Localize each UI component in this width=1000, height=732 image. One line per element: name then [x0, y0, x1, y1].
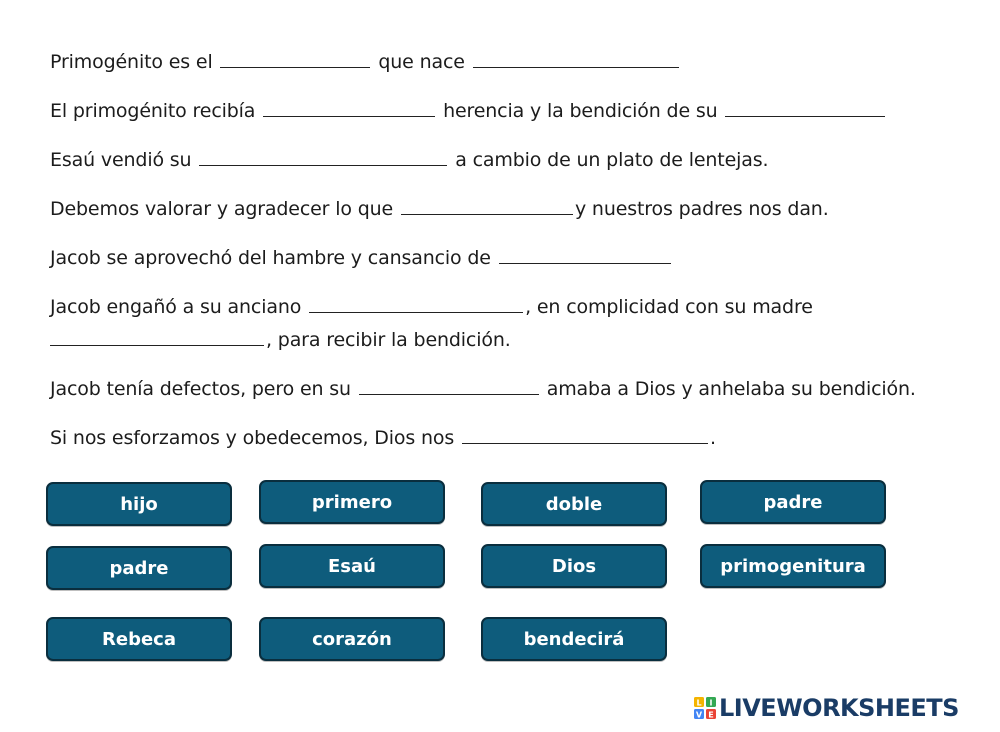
sentence-8-text-a: Si nos esforzamos y obedecemos, Dios nos [50, 427, 455, 449]
liveworksheets-wordmark: LIVEWORKSHEETS [719, 694, 959, 722]
word-chip-padre-2[interactable]: padre [46, 546, 232, 590]
blank-3[interactable] [263, 98, 435, 117]
sentence-3 [50, 144, 768, 177]
sentence-7 [50, 373, 916, 406]
sentence-1 [50, 46, 681, 79]
blank-11[interactable] [462, 425, 708, 444]
sentence-6-line-1 [50, 291, 813, 324]
sentence-1-text-b: que nace [378, 51, 465, 73]
sentence-2-text-a: El primogénito recibía [50, 100, 256, 122]
liveworksheets-brand [694, 692, 959, 724]
sentence-1-text-a: Primogénito es el [50, 51, 213, 73]
sentence-2 [50, 95, 887, 128]
sentence-3-text-b: a cambio de un plato de lentejas. [455, 149, 769, 171]
blank-2[interactable] [473, 49, 679, 68]
sentence-3-text-a: Esaú vendió su [50, 149, 192, 171]
word-chip-hijo[interactable]: hijo [46, 482, 232, 526]
word-chip-primogenitura[interactable]: primogenitura [700, 544, 886, 588]
sentence-6-line-2 [50, 324, 511, 357]
svg-text:L: L [696, 698, 702, 708]
sentence-6-text-c: , para recibir la bendición. [266, 329, 511, 351]
svg-text:V: V [695, 710, 703, 719]
sentence-5-text-a: Jacob se aprovechó del hambre y cansancio de [50, 247, 491, 269]
word-chip-corazon[interactable]: corazón [259, 617, 445, 661]
sentence-8 [50, 422, 716, 455]
word-chip-dios[interactable]: Dios [481, 544, 667, 588]
sentence-4 [50, 193, 829, 226]
liveworksheets-logo-icon [694, 697, 716, 719]
word-chip-primero[interactable]: primero [259, 480, 445, 524]
svg-text:I: I [709, 698, 713, 708]
sentence-4-text-a: Debemos valorar y agradecer lo que [50, 198, 394, 220]
sentence-2-text-b: herencia y la bendición de su [443, 100, 718, 122]
word-chip-padre-1[interactable]: padre [700, 480, 886, 524]
sentence-5 [50, 242, 673, 275]
word-chip-esau[interactable]: Esaú [259, 544, 445, 588]
blank-1[interactable] [220, 49, 370, 68]
sentence-7-text-b: amaba a Dios y anhelaba su bendición. [546, 378, 916, 400]
sentence-6-text-a: Jacob engañó a su anciano [50, 296, 302, 318]
sentence-4-text-b: y nuestros padres nos dan. [574, 198, 829, 220]
blank-4[interactable] [725, 98, 885, 117]
word-chip-rebeca[interactable]: Rebeca [46, 617, 232, 661]
blank-8[interactable] [309, 294, 523, 313]
blank-10[interactable] [359, 376, 539, 395]
blank-7[interactable] [499, 245, 671, 264]
word-chip-bendecira[interactable]: bendecirá [481, 617, 667, 661]
svg-text:E: E [708, 710, 714, 719]
blank-9[interactable] [50, 327, 264, 346]
blank-5[interactable] [199, 147, 447, 166]
sentence-7-text-a: Jacob tenía defectos, pero en su [50, 378, 351, 400]
sentence-6-text-b: , en complicidad con su madre [525, 296, 813, 318]
sentence-8-text-b: . [709, 427, 716, 449]
blank-6[interactable] [401, 196, 573, 215]
word-chip-doble[interactable]: doble [481, 482, 667, 526]
